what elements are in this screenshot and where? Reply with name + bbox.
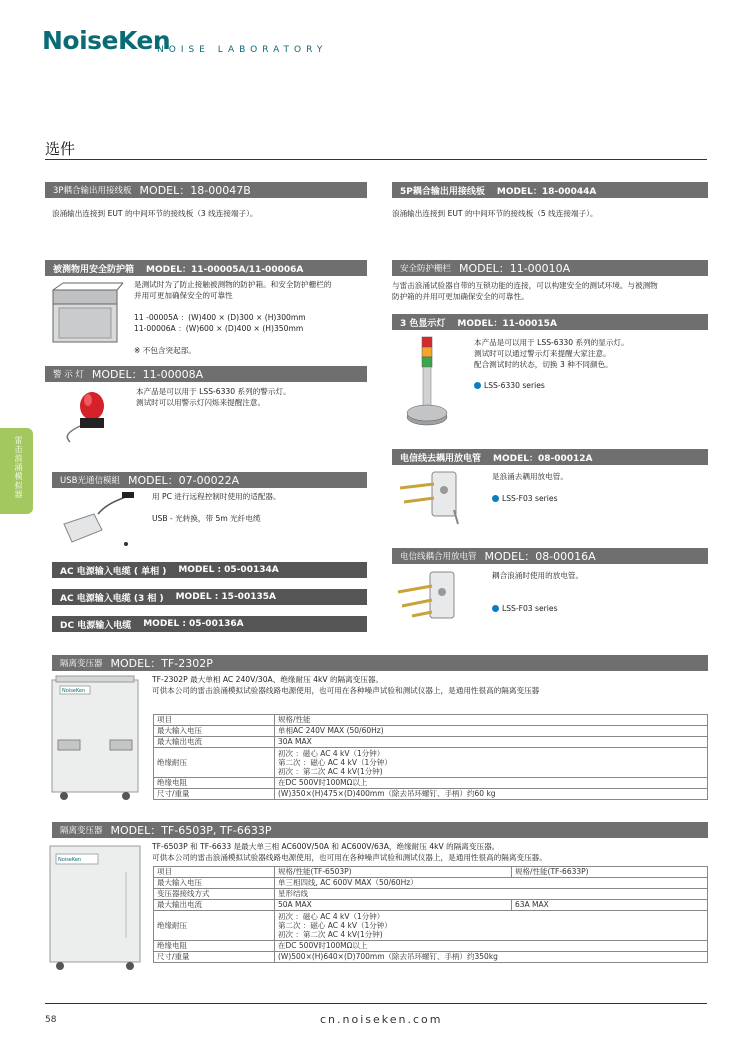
section-desc: 本产品是可以用于 LSS-6330 系列的警示灯。: [136, 387, 291, 396]
section-model: MODEL：07-00022A: [127, 474, 240, 487]
series-bullet: LSS-6330 series: [474, 380, 545, 391]
section-model: MODEL : 05-00134A: [178, 565, 279, 575]
title-divider: [45, 159, 707, 160]
brand-logo: NoiseKen: [42, 26, 171, 55]
bullet-dot-icon: [492, 605, 499, 612]
section-desc: 浪涌输出连接到 EUT 的中间环节的接线板（5 线连接端子）。: [392, 209, 598, 218]
section-model: MODEL：08-00012A: [493, 453, 593, 464]
decoupling-tube-image: [396, 466, 476, 530]
section-bar-tf6503p: [52, 822, 708, 838]
section-bar-ac-cable-single: [52, 562, 367, 578]
bullet-dot-icon: [474, 382, 481, 389]
bullet-dot-icon: [492, 495, 499, 502]
section-model: MODEL：11-00005A/11-00006A: [146, 264, 304, 275]
section-model: MODEL：11-00008A: [91, 368, 204, 381]
tf6503p-image: [46, 842, 146, 974]
section-desc: 是测试时为了防止接触被测物的防护箱。和安全防护栅栏的: [134, 280, 332, 289]
section-label: AC 电源输入电缆 (3 相 ): [60, 593, 164, 604]
section-model: MODEL：TF-6503P, TF-6633P: [110, 824, 272, 837]
section-bar-safety-box: [45, 260, 367, 276]
section-label: 电信线去耦用放电管: [400, 453, 482, 464]
coupling-tube-image: [396, 566, 476, 632]
tf-desc: TF-2302P 最大单相 AC 240V/30A、绝缘耐压 4kV 的隔离变压器。: [152, 675, 384, 684]
table-row: 变压器接线方式 星形结线: [154, 889, 708, 900]
section-bar-decoupling-tube: [392, 449, 708, 465]
usb-module-image: [58, 490, 140, 552]
table-row: 绝缘耐压 初次 ：磁心 AC 4 kV（1分钟） 第二次 ：磁心 AC 4 kV（1分钟） 初次 ：第二次 AC 4 kV(1分钟): [154, 911, 708, 941]
section-label: 3 色显示灯: [400, 318, 446, 329]
section-label: 3P耦合输出用接线板: [53, 186, 132, 196]
section-desc: USB - 光转换，带 5m 光纤电缆: [152, 514, 261, 523]
section-model: MODEL：TF-2302P: [110, 657, 213, 670]
section-label: 警 示 灯: [53, 370, 84, 380]
brand-tagline: NOISE LABORATORY: [157, 45, 328, 55]
section-label: 隔离变压器: [60, 826, 103, 836]
section-desc: 耦合浪涌时使用的放电管。: [492, 571, 584, 580]
section-model: MODEL：08-00016A: [484, 550, 596, 563]
section-bar-coupling-tube: [392, 548, 708, 564]
section-model: MODEL：18-00047B: [139, 184, 251, 197]
tower-lamp-image: [400, 333, 456, 433]
warning-lamp-image: [58, 384, 128, 446]
table-row: 尺寸/重量 (W)500×(H)640×(D)700mm（除去吊环螺钉、手柄）约350kg: [154, 952, 708, 963]
series-bullet: LSS-F03 series: [492, 493, 558, 504]
footer-divider: [45, 1003, 707, 1004]
series-bullet: LSS-F03 series: [492, 603, 558, 614]
section-model: MODEL : 15-00135A: [175, 592, 276, 602]
tf6503p-spec-table: [153, 866, 708, 963]
section-model: MODEL：11-00010A: [459, 262, 571, 275]
section-model: MODEL：11-00015A: [457, 318, 557, 329]
table-row: 项目 规格/性能(TF-6503P) 规格/性能(TF-6633P): [154, 867, 708, 878]
section-bar-warning-lamp: [45, 366, 367, 382]
table-row: 绝缘电阻 在DC 500V时100MΩ以上: [154, 941, 708, 952]
page-number: 58: [45, 1015, 57, 1025]
section-bar-safety-fence: [392, 260, 708, 276]
table-row: 绝缘耐压 初次 ：磁心 AC 4 kV（1分钟） 第二次 ：磁心 AC 4 kV（1分钟） 初次 ：第二次 AC 4 kV(1分钟): [154, 748, 708, 778]
section-desc: 本产品是可以用于 LSS-6330 系列的显示灯。: [474, 338, 629, 347]
table-row: 绝缘电阻 在DC 500V时100MΩ以上: [154, 778, 708, 789]
section-label: 安全防护栅栏: [400, 264, 452, 274]
section-model: MODEL : 05-00136A: [143, 619, 244, 629]
section-bar-dc-cable: [52, 616, 367, 632]
section-desc: 测试时可以通过警示灯来提醒大家注意。: [474, 349, 611, 358]
section-bar-usb-optical: [52, 472, 367, 488]
tf-desc: 可供本公司的雷击浪涌模拟试验器线路电源使用，也可用在各种噪声试验和测试仪器上，是通用性很高的隔离变压器。: [152, 853, 547, 862]
table-row: 项目 规格/性能: [154, 715, 708, 726]
section-bar-tf2302p: [52, 655, 708, 671]
section-bar-3p-board: [45, 182, 367, 198]
section-desc: 用 PC 进行远程控制时使用的适配器。: [152, 492, 281, 501]
tf2302p-badge: NoiseKen: [62, 688, 86, 694]
site-url[interactable]: cn.noiseken.com: [320, 1013, 443, 1026]
table-row: 尺寸/重量 (W)350×(H)475×(D)400mm（除去吊环螺钉、手柄）约60 kg: [154, 789, 708, 800]
section-label: AC 电源输入电缆 ( 单相 ): [60, 566, 167, 577]
safety-box-image: [45, 280, 125, 352]
section-desc: 浪涌输出连接到 EUT 的中间环节的接线板（3 线连接端子）。: [52, 209, 258, 218]
section-desc: 是浪涌去耦用放电管。: [492, 472, 568, 481]
tf-desc: TF-6503P 和 TF-6633 是最大单三相 AC600V/50A 和 AC600V/63A，绝缘耐压 4kV 的隔离变压器。: [152, 842, 500, 851]
section-bar-5p-board: [392, 182, 708, 198]
section-bar-3color-lamp: [392, 314, 708, 330]
table-row: 最大输出电流 30A MAX: [154, 737, 708, 748]
section-label: 电信线耦合用放电管: [400, 552, 477, 562]
section-note: ※ 不包含突起部。: [134, 346, 196, 355]
chapter-side-tab-label: 雷击浪涌模拟器: [14, 436, 23, 499]
section-desc: 防护箱的并用可更加确保安全的可靠性。: [392, 292, 529, 301]
section-label: 被测物用安全防护箱: [53, 264, 135, 275]
section-bar-ac-cable-3phase: [52, 589, 367, 605]
section-spec: 11-00006A ：(W)600 × (D)400 × (H)350mm: [134, 324, 304, 333]
tf2302p-image: [48, 674, 144, 802]
table-row: 最大输入电压 单相AC 240V MAX (50/60Hz): [154, 726, 708, 737]
section-label: USB光通信模組: [60, 476, 120, 486]
section-desc: 与雷击浪涌试验器自带的互锁功能的连接，可以构建安全的测试环境。与被测物: [392, 281, 658, 290]
tf-desc: 可供本公司的雷击浪涌模拟试验器线路电源使用，也可用在各种噪声试验和测试仪器上，是通用性很高的隔离变压器: [152, 686, 540, 695]
section-desc: 测试时可以用警示灯闪烁来提醒注意。: [136, 398, 266, 407]
page-title: 选件: [45, 140, 76, 158]
section-label: DC 电源输入电缆: [60, 620, 132, 631]
table-row: 最大输入电压 单三相四线, AC 600V MAX（50/60Hz）: [154, 878, 708, 889]
section-label: 5P耦合输出用接线板: [400, 186, 485, 197]
section-label: 隔离变压器: [60, 659, 103, 669]
section-spec: 11 -00005A ：(W)400 × (D)300 × (H)300mm: [134, 313, 306, 322]
tf2302p-spec-table: [153, 714, 708, 800]
section-desc: 配合测试时的状态，切换 3 种不同颜色。: [474, 360, 613, 369]
section-desc: 并用可更加确保安全的可靠性: [134, 291, 233, 300]
tf6503p-badge: NoiseKen: [58, 857, 82, 863]
table-row: 最大输出电流 50A MAX 63A MAX: [154, 900, 708, 911]
section-model: MODEL：18-00044A: [496, 186, 597, 197]
